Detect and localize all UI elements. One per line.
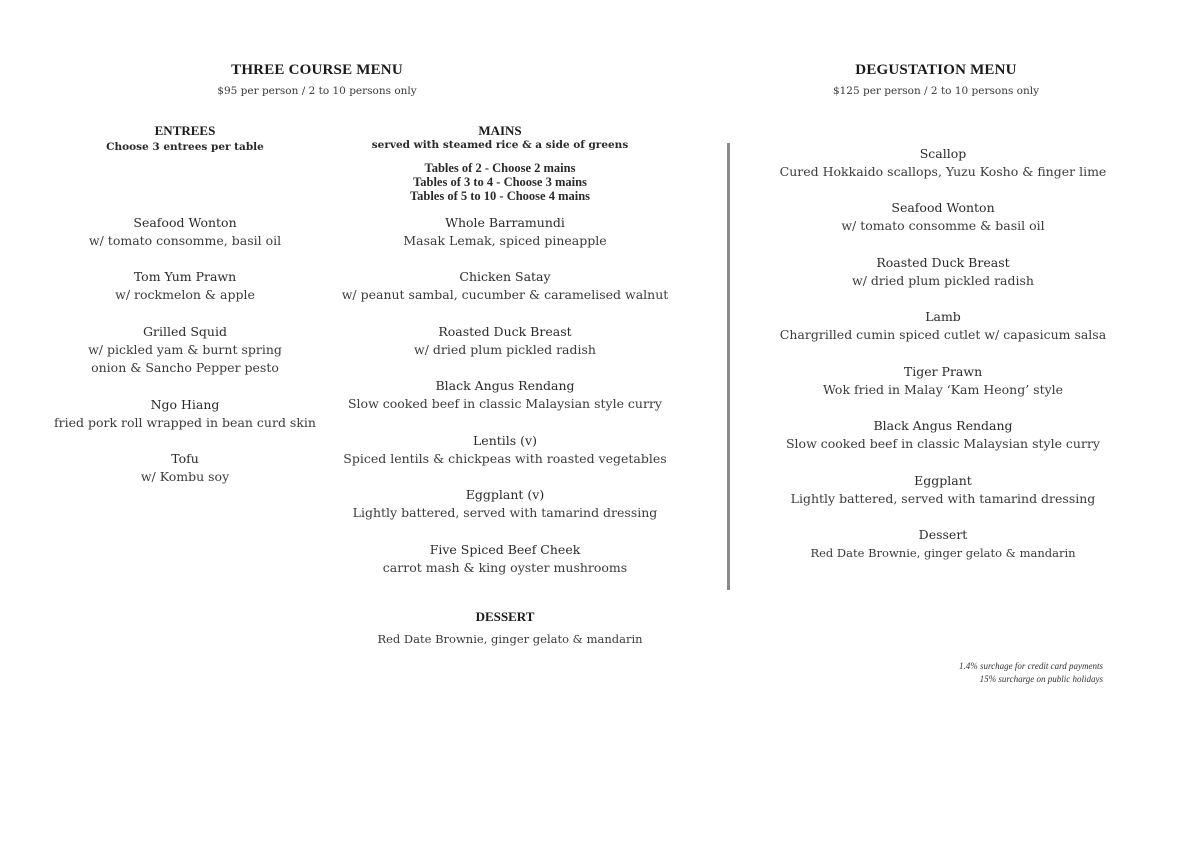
- footnotes: [850, 660, 1103, 686]
- main-desc: w/ dried plum pickled radish: [414, 342, 596, 357]
- footnote-public-holidays: 15% surcharge on public holidays: [979, 674, 1103, 684]
- main-desc: Slow cooked beef in classic Malaysian style curry: [347, 396, 662, 411]
- main-name: Chicken Satay: [459, 269, 551, 284]
- mains-note: served with steamed rice & a side of greens: [371, 139, 629, 151]
- entrees-heading: ENTREES: [154, 123, 216, 138]
- degustation-name: Lamb: [925, 309, 961, 324]
- degustation-item: [763, 363, 1123, 399]
- degustation-item: [763, 417, 1123, 453]
- degustation-desc: Cured Hokkaido scallops, Yuzu Kosho & finger lime: [779, 164, 1107, 179]
- degustation-desc: w/ dried plum pickled radish: [852, 273, 1034, 288]
- dessert-heading: DESSERT: [475, 609, 535, 624]
- degustation-desc: Chargrilled cumin spiced cutlet w/ capasicum salsa: [779, 327, 1107, 342]
- mains-heading: MAINS: [478, 123, 522, 138]
- degustation-desc: w/ tomato consomme & basil oil: [841, 218, 1045, 233]
- entree-name: Seafood Wonton: [133, 215, 237, 230]
- degustation-item: [763, 472, 1123, 508]
- main-item: [340, 268, 670, 304]
- main-item: [340, 432, 670, 468]
- entree-desc: fried pork roll wrapped in bean curd skin: [54, 415, 316, 430]
- main-name: Eggplant (v): [465, 487, 545, 502]
- entree-name: Ngo Hiang: [150, 397, 220, 412]
- degustation-name: Eggplant: [914, 473, 972, 488]
- main-item: [340, 377, 670, 413]
- entree-item: [45, 450, 325, 486]
- mains-rule: Tables of 2 - Choose 2 mains: [424, 161, 576, 175]
- entree-item: [45, 323, 325, 377]
- column-divider: [727, 143, 730, 590]
- entree-desc: w/ tomato consomme, basil oil: [88, 233, 282, 248]
- entree-desc: w/ rockmelon & apple: [115, 287, 255, 302]
- footnote-credit-card: 1.4% surchage for credit card payments: [959, 661, 1103, 671]
- main-name: Roasted Duck Breast: [438, 324, 572, 339]
- degustation-item: [763, 199, 1123, 235]
- three-course-title: THREE COURSE MENU: [231, 62, 403, 78]
- entree-item: [40, 396, 330, 432]
- degustation-name: Tiger Prawn: [903, 364, 983, 379]
- dessert-desc: Red Date Brownie, ginger gelato & mandarin: [377, 632, 643, 646]
- degustation-name: Seafood Wonton: [891, 200, 995, 215]
- main-item: [340, 541, 670, 577]
- degustation-desc: Lightly battered, served with tamarind dressing: [790, 491, 1096, 506]
- main-item: [340, 323, 670, 359]
- degustation-desc: Red Date Brownie, ginger gelato & mandarin: [810, 546, 1076, 560]
- degustation-desc: Wok fried in Malay ‘Kam Heong’ style: [822, 382, 1064, 397]
- main-desc: carrot mash & king oyster mushrooms: [382, 560, 628, 575]
- entree-desc: w/ pickled yam & burnt spring onion & Sancho Pepper pesto: [88, 342, 282, 375]
- entree-name: Tofu: [171, 451, 199, 466]
- degustation-name: Dessert: [918, 527, 968, 542]
- mains-rule: Tables of 3 to 4 - Choose 3 mains: [413, 175, 587, 189]
- entree-desc: w/ Kombu soy: [140, 469, 230, 484]
- main-name: Lentils (v): [473, 433, 537, 448]
- degustation-name: Black Angus Rendang: [873, 418, 1013, 433]
- main-name: Black Angus Rendang: [435, 378, 575, 393]
- mains-rules: [350, 161, 650, 203]
- main-desc: Masak Lemak, spiced pineapple: [403, 233, 607, 248]
- main-item: [340, 214, 670, 250]
- degustation-item: [763, 254, 1123, 290]
- entree-name: Grilled Squid: [143, 324, 227, 339]
- degustation-name: Scallop: [919, 146, 967, 161]
- three-course-price: $95 per person / 2 to 10 persons only: [217, 85, 417, 97]
- main-name: Five Spiced Beef Cheek: [429, 542, 581, 557]
- main-desc: Lightly battered, served with tamarind dressing: [352, 505, 658, 520]
- degustation-price: $125 per person / 2 to 10 persons only: [832, 85, 1040, 97]
- mains-rule: Tables of 5 to 10 - Choose 4 mains: [409, 189, 591, 203]
- entree-item: [45, 214, 325, 250]
- entree-name: Tom Yum Prawn: [133, 269, 237, 284]
- degustation-desc: Slow cooked beef in classic Malaysian style curry: [785, 436, 1100, 451]
- entrees-note: Choose 3 entrees per table: [106, 141, 264, 153]
- degustation-item: [763, 526, 1123, 562]
- degustation-item: [763, 145, 1123, 181]
- main-desc: Spiced lentils & chickpeas with roasted vegetables: [343, 451, 667, 466]
- main-name: Whole Barramundi: [445, 215, 565, 230]
- degustation-name: Roasted Duck Breast: [876, 255, 1010, 270]
- main-item: [340, 486, 670, 522]
- main-desc: w/ peanut sambal, cucumber & caramelised walnut: [341, 287, 669, 302]
- degustation-item: [763, 308, 1123, 344]
- entree-item: [45, 268, 325, 304]
- degustation-title: DEGUSTATION MENU: [855, 62, 1017, 78]
